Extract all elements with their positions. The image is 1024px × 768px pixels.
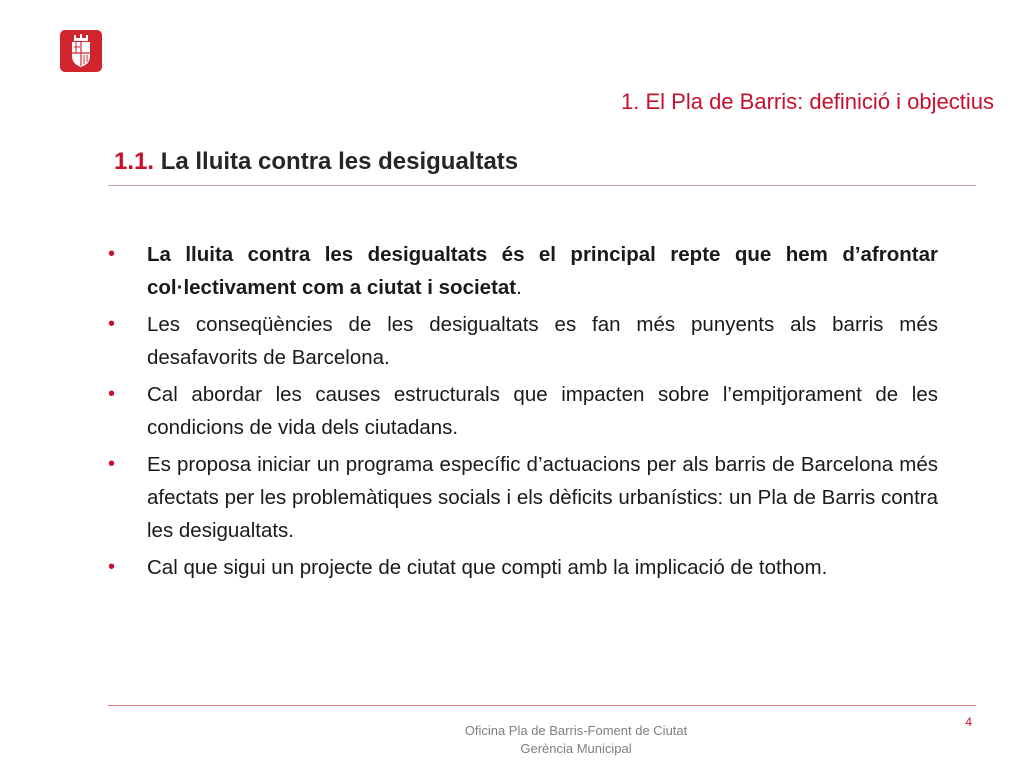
slide-heading xyxy=(114,148,518,176)
heading-number: 1.1. xyxy=(114,148,155,175)
bullet-item xyxy=(108,448,938,547)
bullet-text: Cal abordar les causes estructurals que impacten sobre l’empitjorament de les condicions de vida dels ciutadans. xyxy=(147,383,938,439)
bullet-item xyxy=(108,308,938,374)
barcelona-coat-of-arms-icon xyxy=(60,30,102,72)
bullet-text: Es proposa iniciar un programa específic d’actuacions per als barris de Barcelona més afectats per les problemàtiques socials i els dèficits urbanístics: un Pla de Barris contra les desigualtats. xyxy=(147,453,938,542)
bullet-marker: • xyxy=(108,313,116,335)
bullet-list xyxy=(108,238,938,588)
footer xyxy=(0,722,1024,758)
bullet-marker: • xyxy=(108,243,116,265)
bullet-item xyxy=(108,378,938,444)
bullet-bold-text: La lluita contra les desigualtats és el principal repte que hem d’afrontar col·lectivament com a ciutat i societat xyxy=(147,243,938,299)
bullet-marker: • xyxy=(108,556,116,578)
heading-text: La lluita contra les desigualtats xyxy=(154,148,519,175)
footer-divider xyxy=(108,705,976,706)
bullet-text: Cal que sigui un projecte de ciutat que compti amb la implicació de tothom. xyxy=(147,556,828,579)
bullet-text: . xyxy=(516,276,522,299)
bullet-item xyxy=(108,238,938,304)
bullet-text: Les conseqüències de les desigualtats es fan més punyents als barris més desafavorits de Barcelona. xyxy=(147,313,938,369)
bullet-marker: • xyxy=(108,383,116,405)
bullet-marker: • xyxy=(108,453,116,475)
page-number: 4 xyxy=(965,715,972,729)
footer-line-management: Gerència Municipal xyxy=(520,741,632,756)
footer-line-office: Oficina Pla de Barris-Foment de Ciutat xyxy=(464,723,688,738)
section-title: 1. El Pla de Barris: definició i objectius xyxy=(621,89,994,114)
heading-divider xyxy=(108,185,976,186)
bullet-item xyxy=(108,551,938,584)
